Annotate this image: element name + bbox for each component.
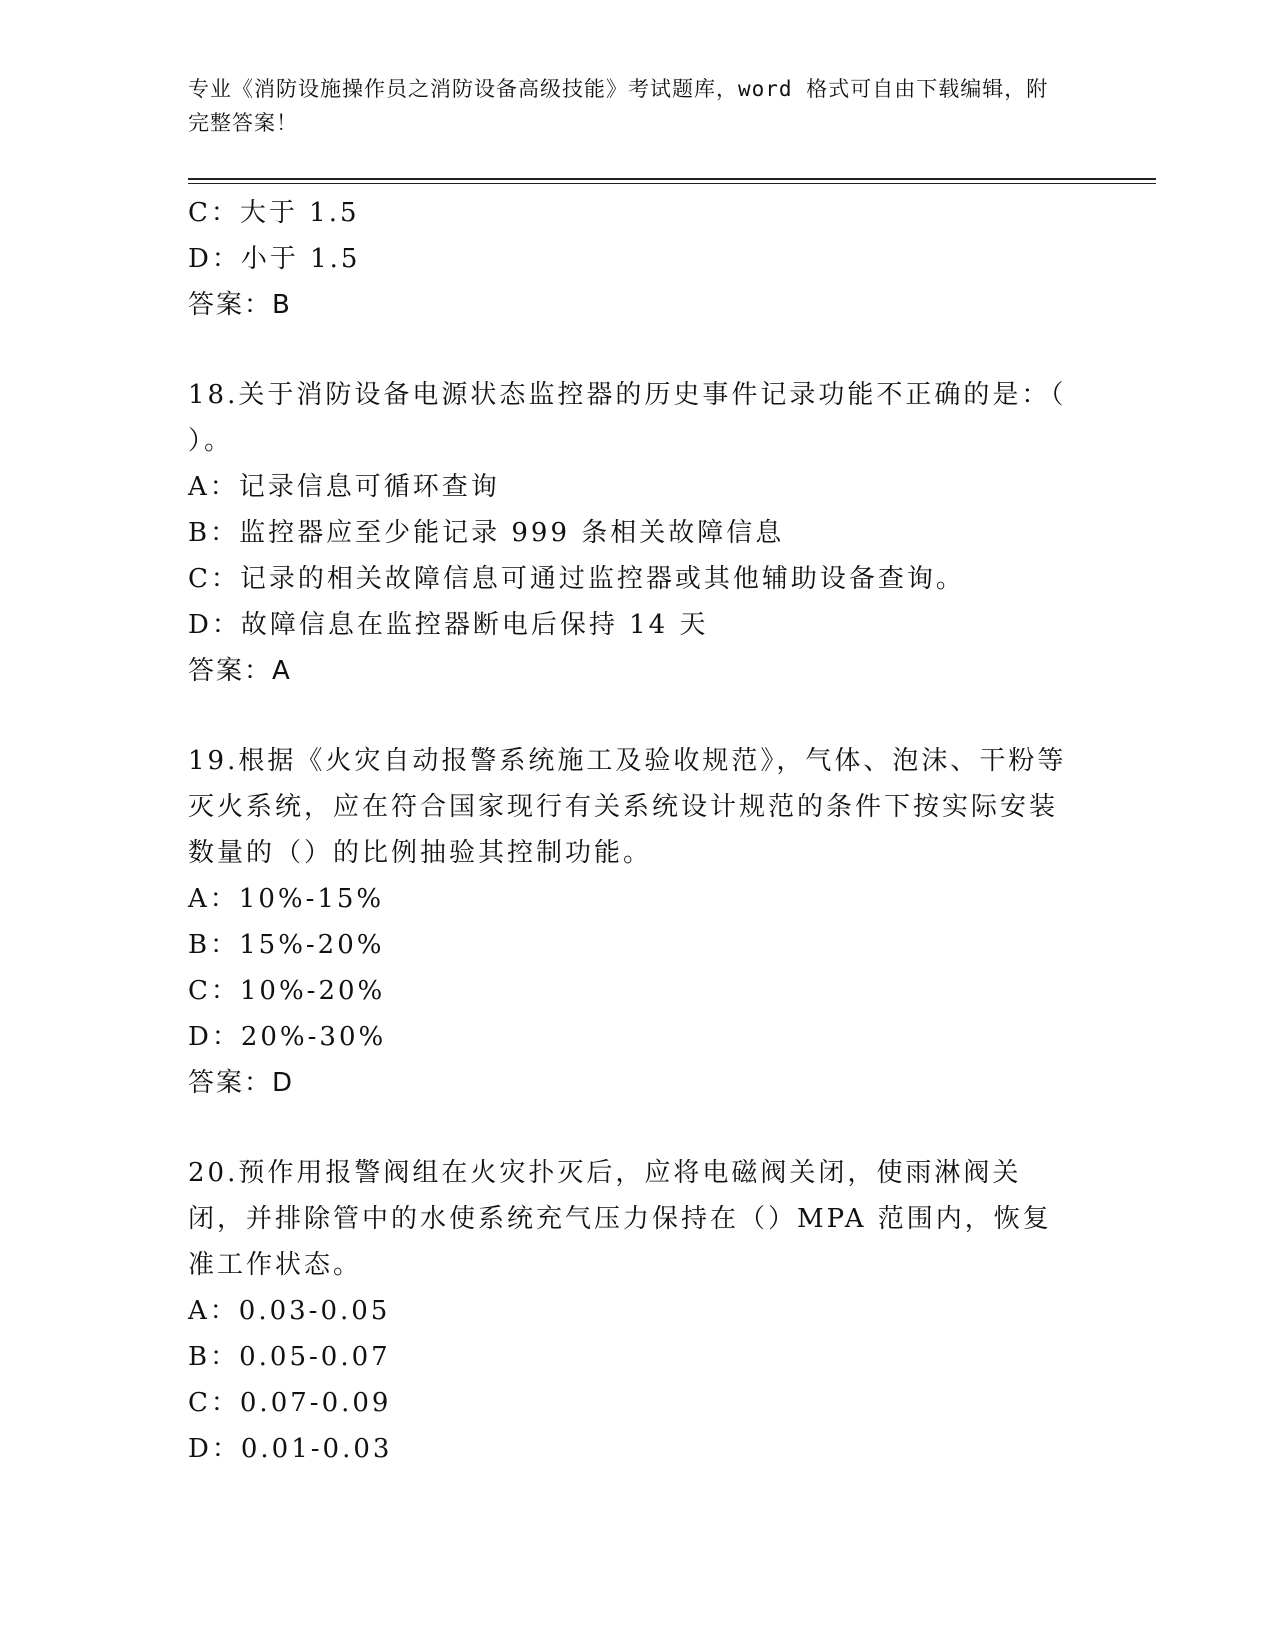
question-20 bbox=[188, 1150, 1088, 1472]
option-c: C：大于 1.5 bbox=[188, 198, 360, 228]
question-stem: 19.根据《火灾自动报警系统施工及验收规范》，气体、泡沫、干粉等灭火系统，应在符合国家现行有关系统设计规范的条件下按实际安装数量的（）的比例抽验其控制功能。 bbox=[188, 746, 1067, 868]
answer-line: 答案：A bbox=[188, 656, 292, 686]
option-b: B：15%-20% bbox=[188, 930, 385, 960]
question-17-tail bbox=[188, 190, 1088, 328]
option-c: C：10%-20% bbox=[188, 976, 386, 1006]
option-d: D：故障信息在监控器断电后保持 14 天 bbox=[188, 610, 709, 640]
option-d: D：0.01-0.03 bbox=[188, 1434, 393, 1464]
option-c: C：0.07-0.09 bbox=[188, 1388, 392, 1418]
option-d: D：20%-30% bbox=[188, 1022, 387, 1052]
question-list bbox=[188, 190, 1088, 1472]
answer-line: 答案：D bbox=[188, 1068, 295, 1098]
option-a: A：10%-15% bbox=[188, 884, 385, 914]
question-19 bbox=[188, 738, 1088, 1106]
question-stem: 20.预作用报警阀组在火灾扑灭后，应将电磁阀关闭，使雨淋阀关闭，并排除管中的水使系统充气压力保持在（）MPA 范围内，恢复准工作状态。 bbox=[188, 1158, 1052, 1280]
header-rule-thick bbox=[188, 178, 1156, 180]
option-d: D：小于 1.5 bbox=[188, 244, 361, 274]
answer-line: 答案：B bbox=[188, 290, 292, 320]
option-a: A：0.03-0.05 bbox=[188, 1296, 391, 1326]
question-18 bbox=[188, 372, 1088, 694]
header-rule-thin bbox=[188, 183, 1156, 184]
option-b: B：0.05-0.07 bbox=[188, 1342, 391, 1372]
document-header: 专业《消防设施操作员之消防设备高级技能》考试题库，word 格式可自由下载编辑，附完整答案！ bbox=[188, 77, 1049, 135]
question-stem: 18.关于消防设备电源状态监控器的历史事件记录功能不正确的是：（ ）。 bbox=[188, 380, 1067, 456]
option-a: A：记录信息可循环查询 bbox=[188, 472, 500, 502]
option-b: B：监控器应至少能记录 999 条相关故障信息 bbox=[188, 518, 785, 548]
option-c: C：记录的相关故障信息可通过监控器或其他辅助设备查询。 bbox=[188, 564, 965, 594]
